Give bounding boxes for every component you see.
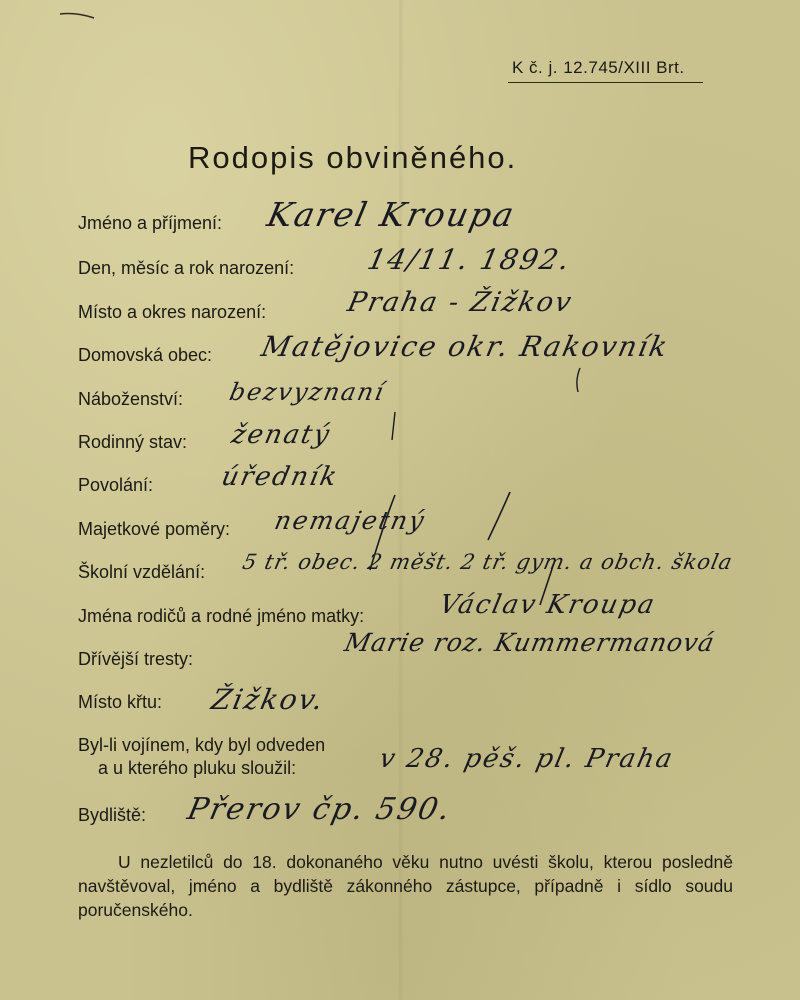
form-title: Rodopis obviněného. [188, 140, 518, 175]
value-birth-place: Praha - Žižkov [344, 287, 576, 318]
value-religion: bezvyznaní [227, 378, 388, 406]
label-birth-place: Místo a okres narození: [78, 302, 267, 322]
label-name: Jméno a příjmení: [78, 213, 223, 233]
value-father: Václav Kroupa [436, 590, 659, 620]
label-residence: Bydliště: [78, 805, 147, 825]
label-education: Školní vzdělání: [78, 562, 206, 582]
footnote-text: U nezletilců do 18. dokonaného věku nutno uvésti školu, kterou posledně navštěvoval, jméno a bydliště zákonného zástupce, případně i sídlo soudu poručenského. [78, 852, 733, 920]
label-religion: Náboženství: [78, 389, 184, 409]
label-marital-status: Rodinný stav: [78, 432, 188, 452]
value-home-municipality: Matějovice okr. Rakovník [258, 330, 673, 363]
label-occupation: Povolání: [78, 475, 154, 495]
label-parents: Jména rodičů a rodné jméno matky: [78, 606, 365, 626]
value-property: nemajetný [271, 506, 429, 535]
value-residence: Přerov čp. 590. [184, 792, 455, 827]
value-military: v 28. pěš. pl. Praha [376, 744, 677, 774]
value-occupation: úředník [218, 462, 342, 492]
label-property: Majetkové poměry: [78, 519, 231, 539]
label-home-municipality: Domovská obec: [78, 345, 213, 365]
value-name: Karel Kroupa [263, 195, 520, 234]
value-mother: Marie roz. Kummermanová [341, 628, 718, 657]
value-birth-date: 14/11. 1892. [364, 243, 575, 276]
label-baptism-place: Místo křtu: [78, 692, 163, 712]
value-marital-status: ženatý [228, 420, 334, 450]
label-prior-convictions: Dřívější tresty: [78, 649, 194, 669]
reference-number: K č. j. 12.745/XIII Brt. [508, 58, 703, 83]
label-birth-date: Den, měsíc a rok narození: [78, 258, 295, 278]
footnote [78, 850, 733, 922]
value-education: 5 tř. obec. 2 měšt. 2 tř. gym. a obch. škola [240, 550, 736, 574]
label-military-2: a u kterého pluku sloužil: [98, 758, 297, 778]
value-baptism-place: Žižkov. [208, 683, 328, 716]
label-military-1: Byl-li vojínem, kdy byl odveden [78, 735, 326, 755]
